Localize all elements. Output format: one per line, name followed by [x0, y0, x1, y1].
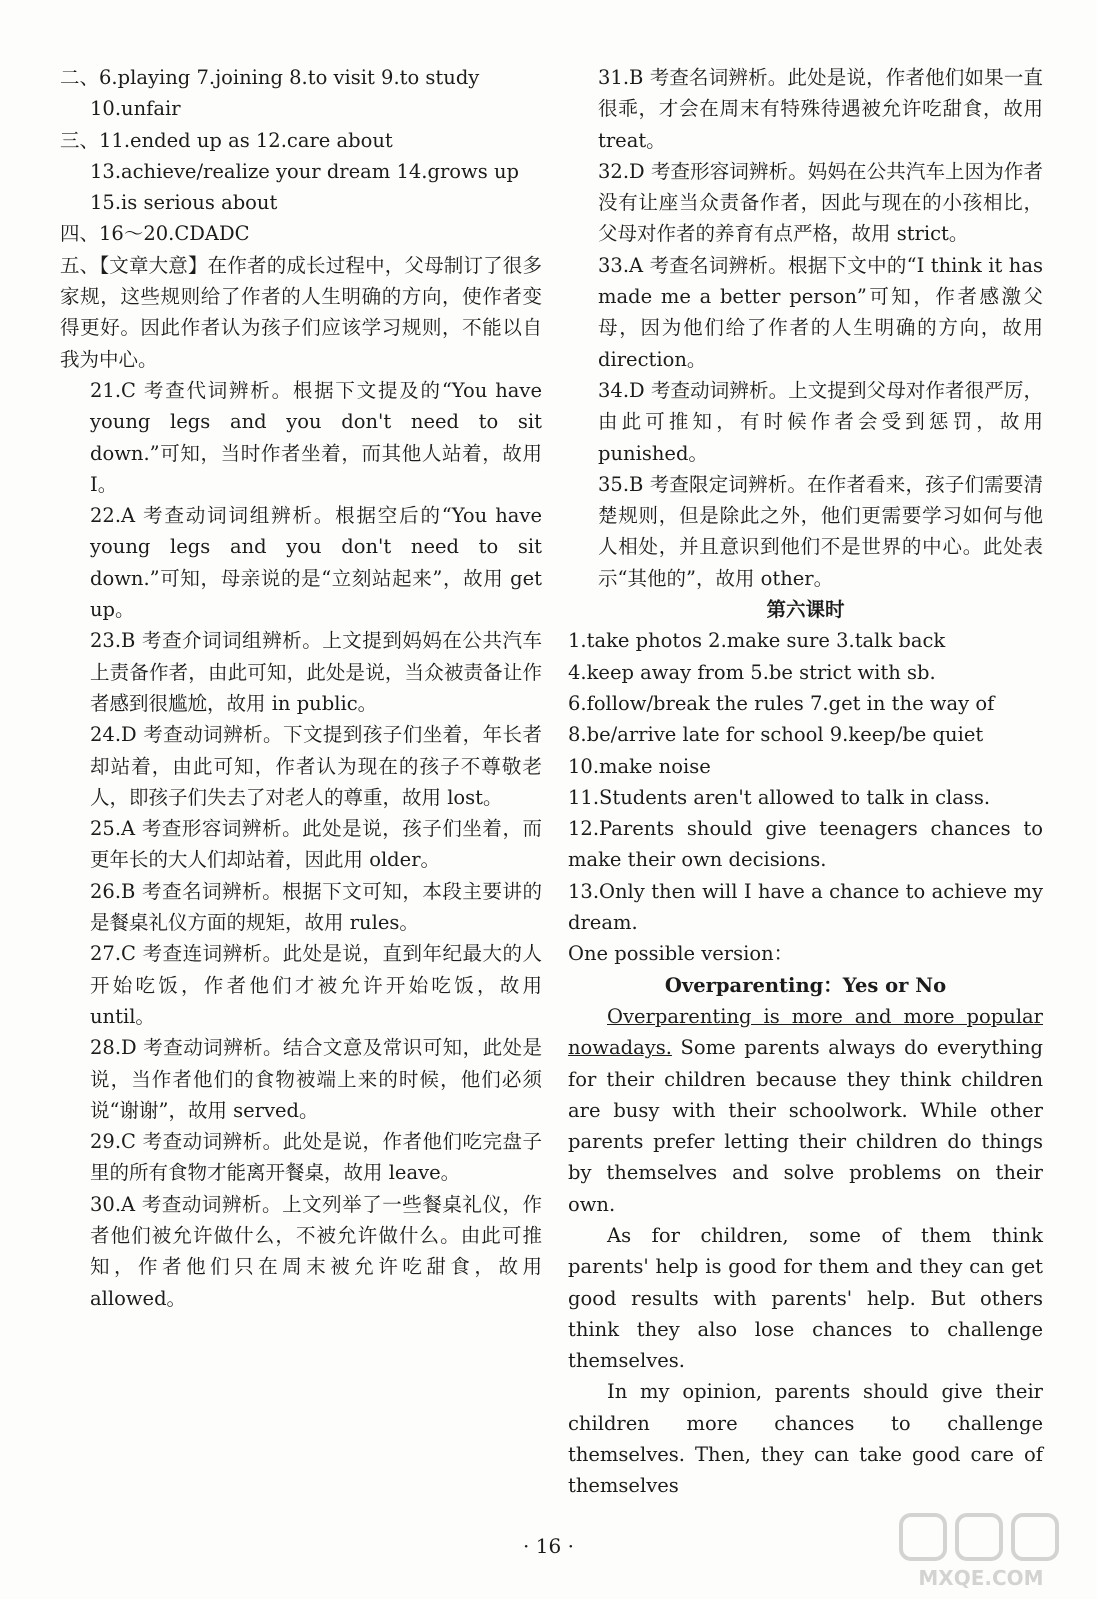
lesson-answer-7: 12.Parents should give teenagers chances to make their own decisions. — [568, 817, 1043, 872]
explanation-28: 28.D 考查动词辨析。结合文意及常识可知，此处是说，当作者他们的食物被端上来的时候，他们必须说“谢谢”，故用 served。 — [90, 1036, 542, 1122]
answer-explanations-right — [568, 62, 1043, 594]
lesson-answer-1: 1.take photos 2.make sure 3.talk back — [568, 629, 946, 653]
lesson-answer-8: 13.Only then will I have a chance to achieve my dream. — [568, 879, 1043, 935]
lesson-title: 第六课时 — [766, 598, 845, 622]
section-5-summary: 五、【文章大意】在作者的成长过程中，父母制订了很多家规，这些规则给了作者的人生明确的方向，使作者变得更好。因此作者认为孩子们应该学习规则，不能以自我为中心。 — [60, 253, 542, 371]
explanation-30: 30.A 考查动词辨析。上文列举了一些餐桌礼仪，作者他们被允许做什么，不被允许做什么。由此可推知，作者他们只在周末被允许吃甜食，故用 allowed。 — [90, 1192, 542, 1310]
explanation-31: 31.B 考查名词辨析。此处是说，作者他们如果一直很乖，才会在周末有特殊待遇被允许吃甜食，故用 treat。 — [598, 66, 1043, 152]
explanation-27: 27.C 考查连词辨析。此处是说，直到年纪最大的人开始吃饭，作者他们才被允许开始吃饭，故用 until。 — [90, 942, 542, 1028]
right-column — [568, 62, 1043, 1502]
explanation-24: 24.D 考查动词辨析。下文提到孩子们坐着，年长者却站着，由此可知，作者认为现在的孩子不尊敬老人，即孩子们失去了对老人的尊重，故用 lost。 — [90, 723, 542, 809]
section-3-answers-2: 13.achieve/realize your dream 14.grows up — [90, 159, 519, 183]
essay-title: Overparenting：Yes or No — [664, 973, 947, 997]
lesson-answer-3: 6.follow/break the rules 7.get in the way of — [568, 691, 995, 715]
section-3-answers-1: 11.ended up as 12.care about — [99, 128, 393, 152]
lesson-answer-5: 10.make noise — [568, 754, 711, 778]
section-2-answers-2: 10.unfair — [90, 97, 181, 121]
explanation-34: 34.D 考查动词辨析。上文提到父母对作者很严厉，由此可推知，有时候作者会受到惩罚，故用 punished。 — [598, 378, 1043, 465]
explanation-21: 21.C 考查代词辨析。根据下文提及的“You have young legs and you don't need to sit down.”可知，当时作者坐着，而其他人站着，故用 I。 — [90, 378, 542, 496]
explanation-23: 23.B 考查介词词组辨析。上文提到妈妈在公共汽车上责备作者，由此可知，此处是说，当众被责备让作者感到很尴尬，故用 in public。 — [90, 629, 542, 715]
section-3-prefix: 三、 — [60, 128, 100, 152]
explanation-26: 26.B 考查名词辨析。根据下文可知，本段主要讲的是餐桌礼仪方面的规矩，故用 rules。 — [90, 879, 542, 935]
explanation-33: 33.A 考查名词辨析。根据下文中的“I think it has made me a better person”可知，作者感激父母，因为他们给了作者的人生明确的方向，故用 direction。 — [598, 253, 1043, 371]
section-3-line-1 — [60, 125, 542, 156]
essay-paragraph-1-rest: Some parents always do everything for their children because they think children are busy with their schoolwork. While other parents prefer letting their children do things by themselves and solve problems on their own. — [568, 1036, 1043, 1216]
watermark-text: MXQE.COM — [918, 1566, 1044, 1590]
essay-paragraph-1 — [568, 1001, 1043, 1220]
answer-explanations-left — [60, 375, 542, 1314]
lesson-answer-4: 8.be/arrive late for school 9.keep/be quiet — [568, 723, 984, 747]
explanation-29: 29.C 考查动词辨析。此处是说，作者他们吃完盘子里的所有食物才能离开餐桌，故用 leave。 — [90, 1130, 542, 1185]
explanation-25: 25.A 考查形容词辨析。此处是说，孩子们坐着，而更年长的大人们却站着，因此用 older。 — [90, 817, 542, 872]
section-2-prefix: 二、 — [60, 66, 100, 89]
section-3-answers-3: 15.is serious about — [90, 191, 278, 215]
essay-topic-sentence: Overparenting is more and more popular nowadays. — [568, 1004, 1043, 1060]
essay-paragraph-3: In my opinion, parents should give their children more chances to challenge themselves. Then, they can take good care of themselves — [568, 1380, 1043, 1498]
lesson-answer-2: 4.keep away from 5.be strict with sb. — [568, 660, 936, 684]
section-2-answers-1: 6.playing 7.joining 8.to visit 9.to study — [99, 66, 480, 89]
version-label: One possible version： — [568, 942, 794, 966]
explanation-35: 35.B 考查限定词辨析。在作者看来，孩子们需要清楚规则，但是除此之外，他们更需要学习如何与他人相处，并且意识到他们不是世界的中心。此处表示“其他的”，故用 other。 — [598, 472, 1043, 590]
watermark-logo — [881, 1511, 1081, 1591]
lesson-answer-6: 11.Students aren't allowed to talk in class. — [568, 785, 991, 809]
section-4-answers: 四、16～20.CDADC — [60, 222, 250, 246]
left-column — [60, 62, 542, 1314]
essay-paragraph-2: As for children, some of them think parents' help is good for them and they can get good results with parents' help. But others think they also lose chances to challenge themselves. — [568, 1223, 1043, 1373]
explanation-32: 32.D 考查形容词辨析。妈妈在公共汽车上因为作者没有让座当众责备作者，因此与现在的小孩相比，父母对作者的养育有点严格，故用 strict。 — [598, 159, 1043, 246]
lesson-answer-list — [568, 625, 1043, 938]
section-2-line-1 — [60, 62, 542, 93]
explanation-22: 22.A 考查动词词组辨析。根据空后的“You have young legs and you don't need to sit down.”可知，母亲说的是“立刻站起来”，故用 get up。 — [90, 504, 542, 622]
page-number: · 16 · — [523, 1534, 574, 1558]
